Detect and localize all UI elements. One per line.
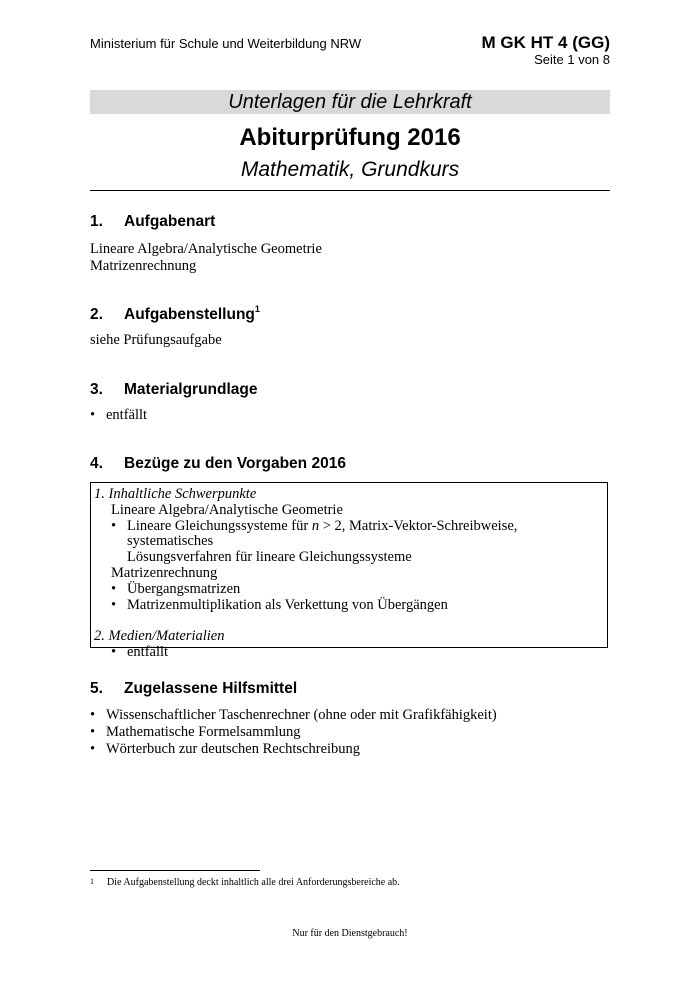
list-item: • entfällt [91,645,607,661]
footnote-reference[interactable]: 1 [254,304,260,314]
section-number: 4. [90,455,103,472]
text-line: Lineare Algebra/Analytische Geometrie [90,241,322,257]
footnote-divider [90,870,260,871]
box-subheading: Matrizenrechnung [111,564,218,581]
ministry-header: Ministerium für Schule und Weiterbildung NRW [90,36,362,51]
section-number: 2. [90,306,103,323]
section-1-body [90,241,322,275]
footnote-mark: 1 [90,877,94,886]
box-heading-2: 2. Medien/Materialien [94,628,225,645]
section-5-body [90,707,497,758]
section-4-heading [90,455,346,473]
title-divider [90,190,610,191]
box-subheading: Lineare Algebra/Analytische Geometrie [111,501,343,518]
section-title: Aufgabenstellung [124,306,255,323]
section-title: Bezüge zu den Vorgaben 2016 [124,455,346,472]
list-item: • Mathematische Formelsammlung [90,724,497,741]
list-item: • entfällt [90,407,147,424]
section-3-body [90,407,147,424]
document-code: M GK HT 4 (GG) [481,33,610,52]
section-2-body: siehe Prüfungsaufgabe [90,332,222,348]
vorgaben-box [90,482,608,661]
section-3-heading [90,381,258,399]
banner-title: Unterlagen für die Lehrkraft [90,90,610,114]
list-item-continuation: Lösungsverfahren für lineare Gleichungssysteme [127,549,412,566]
page-subtitle: Mathematik, Grundkurs [240,158,460,181]
section-number: 1. [90,213,103,230]
section-5-heading [90,680,297,698]
section-number: 3. [90,381,103,398]
list-item: • Wörterbuch zur deutschen Rechtschreibung [90,741,497,758]
section-title: Zugelassene Hilfsmittel [124,680,298,697]
section-title: Materialgrundlage [124,381,258,398]
section-2-heading [90,306,260,324]
text-fragment: > 2, Matrix-Vektor-Schreibweise, systematisches [127,517,518,550]
variable-n: n [311,517,320,534]
list-item: • Übergangsmatrizen [91,582,607,598]
text-line: Matrizenrechnung [90,258,197,274]
footnote [90,877,400,888]
footnote-text: Die Aufgabenstellung deckt inhaltlich alle drei Anforderungsbereiche ab. [107,877,400,888]
page-title: Abiturprüfung 2016 [239,124,461,151]
page-footer: Nur für den Dienstgebrauch! [292,928,408,939]
page-number: Seite 1 von 8 [534,52,610,67]
list-item: • Wissenschaftlicher Taschenrechner (ohne oder mit Grafikfähigkeit) [90,707,497,724]
section-1-heading [90,213,215,231]
section-title: Aufgabenart [124,213,216,230]
box-heading-1: 1. Inhaltliche Schwerpunkte [94,486,257,502]
section-number: 5. [90,680,103,697]
list-item [91,519,607,551]
list-item: • Matrizenmultiplikation als Verkettung von Übergängen [91,598,607,614]
text-fragment: Lineare Gleichungssysteme für [127,517,312,534]
